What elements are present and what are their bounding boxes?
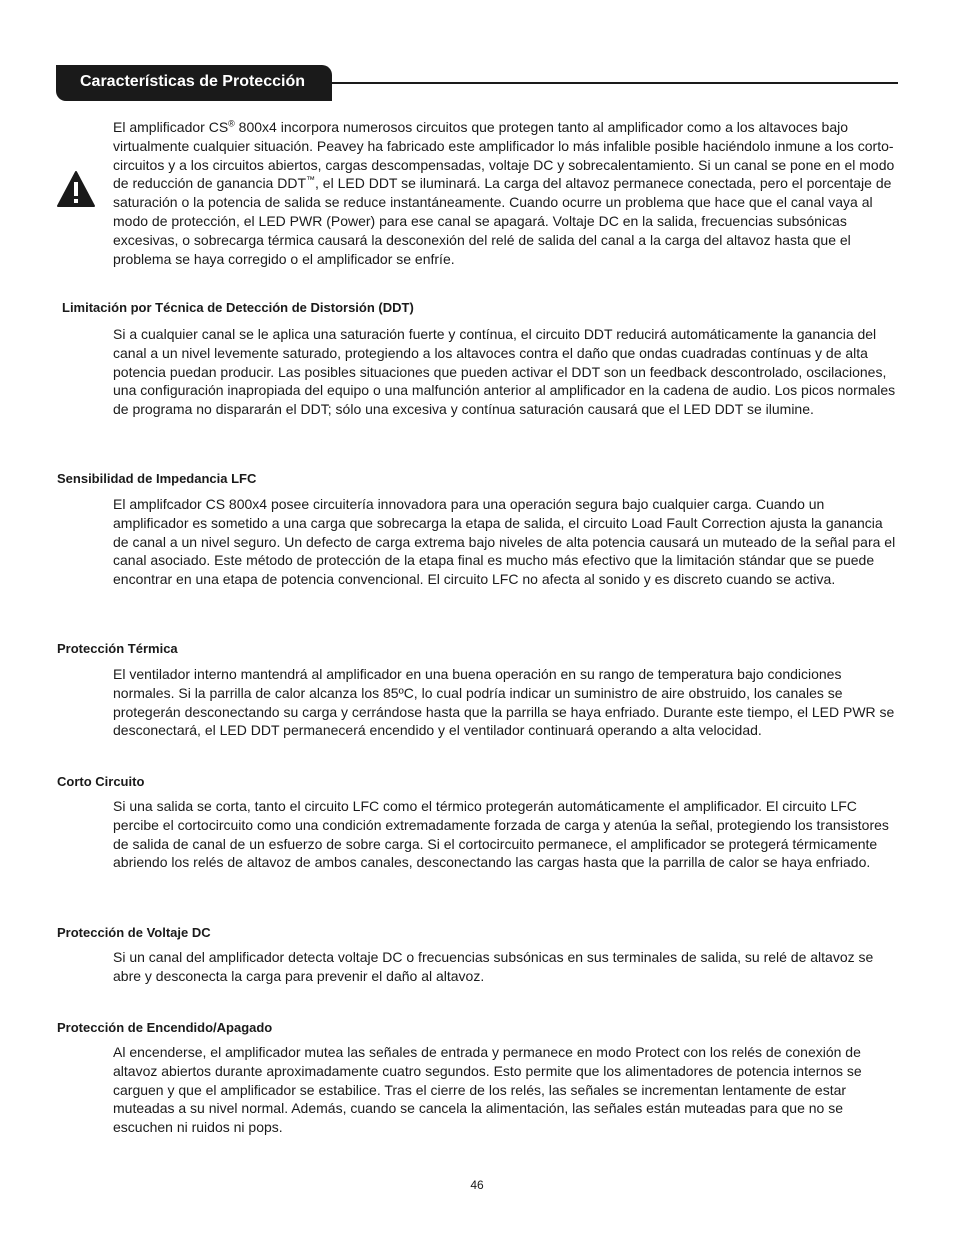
section-title: Características de Protección <box>80 73 305 90</box>
heading-power-on-off: Protección de Encendido/Apagado <box>57 1020 273 1035</box>
trademark-mark: ™ <box>306 174 316 185</box>
paragraph-short-circuit: Si una salida se corta, tanto el circuito LFC como el térmico protegerán automáticamente el amplificador. El circuito LFC percibe el cortocircuito como una condición extremadamente forzada de carga y atenúa la señal, protegiendo los transistores de salida de canal de un esfuerzo de sobre carga. Si el cortocircuito permanece, el amplificador se protegerá térmicamente abriendo los relés de altavoz de ambos canales, desconectando las cargas hasta que la parrilla de calor se haya enfriado. <box>113 798 889 871</box>
heading-dc-protection: Protección de Voltaje DC <box>57 925 211 940</box>
paragraph-lfc: El amplifcador CS 800x4 posee circuitería innovadora para una operación segura bajo cualquier carga. Cuando un amplificador es sometido a una carga que sobrecarga la etapa de salida, el circuito Load Fault Correction ajusta la ganancia de canal a un nivel seguro. Un defecto de carga extrema bajo niveles de alta potencia causará un muteado de la señal para el canal asociado. Este método de protección de la etapa final es mucho más efectivo que la limitación stándar que se puede encontrar en una etapa de potencia convencional. El circuito LFC no afecta al sonido y es discreto cuando se activa. <box>113 496 896 588</box>
paragraph-thermal: El ventilador interno mantendrá al amplificador en una buena operación en su rango de temperatura bajo condiciones normales. Si la parrilla de calor alcanza los 85ºC, lo cual podría indicar un suministro de aire obstruido, los canales se protegerán desconectando su carga y cerrándose hasta que la parrilla se haya enfriado. Durante este tiempo, el LED PWR se desconectará, el LED DDT permanecerá encendido y el ventilador continuará operando a alta velocidad. <box>113 666 895 739</box>
intro-text-a: El amplificador CS <box>113 119 229 135</box>
heading-lfc: Sensibilidad de Impedancia LFC <box>57 471 257 486</box>
heading-short-circuit: Corto Circuito <box>57 774 145 789</box>
intro-paragraph <box>113 118 897 268</box>
intro-text-b: 800x4 incorpora numerosos circuitos que protegen tanto al amplificador como a los altavoces bajo virtualmente cualquier situación. Peavey ha fabricado este amplificador lo más infalible posible haciéndolo inmune a los corto-circuitos y a los circuitos abiertos, cargas descompensadas, voltaje DC y sobrecalentamiento. Si un canal se pone en el modo de reducción de ganancia DDT <box>113 119 895 192</box>
heading-thermal: Protección Térmica <box>57 641 178 656</box>
header-rule <box>332 82 898 84</box>
intro-text-c: , el LED DDT se iluminará. La carga del altavoz permanece conectada, pero el porcentaje de saturación o la potencia de salida se reduce instantáneamente. Cuando ocurre un problema que hace que el canal vaya al modo de protección, el LED PWR (Power) para ese canal se apagará. Voltaje DC en la salida, frecuencias subsónicas excesivas, o sobrecarga térmica causará la desconexión del relé de salida del canal a la carga del altavoz hasta que el problema se haya corregido o el amplificador se enfríe. <box>113 175 892 267</box>
warning-triangle-icon <box>56 170 96 208</box>
paragraph-dc-protection: Si un canal del amplificador detecta voltaje DC o frecuencias subsónicas en sus terminales de salida, su relé de altavoz se abre y desconecta la carga para prevenir el daño al altavoz. <box>113 949 874 984</box>
registered-mark: ® <box>228 118 235 129</box>
page-number: 46 <box>470 1178 484 1192</box>
paragraph-power-on-off: Al encenderse, el amplificador mutea las señales de entrada y permanece en modo Protect con los relés de conexión de altavoz abiertos durante aproximadamente cuatro segundos. Esto permite que los alimentadores de potencia internos se carguen y que el amplificador se estabilice. Tras el cierre de los relés, las señales se incrementan lentamente de estar muteadas a su nivel normal. Además, cuando se cancela la alimentación, las señales están muteadas para que no se escuchen ni ruidos ni pops. <box>113 1044 862 1136</box>
section-title-banner <box>56 65 332 101</box>
paragraph-ddt: Si a cualquier canal se le aplica una saturación fuerte y contínua, el circuito DDT reducirá automáticamente la ganancia del canal a un nivel levemente saturado, protegiendo a los altavoces contra el daño que ondas cuadradas contínuas y de alta potencia puedan producir. Las posibles situaciones que pueden activar el DDT son un feedback descontrolado, oscilaciones, una configuración inapropiada del equipo o una malfunción anterior al amplificador en la cadena de audio. Los picos normales de programa no dispararán el DDT; sólo una excesiva y contínua saturación causará que el LED DDT se ilumine. <box>113 326 896 418</box>
heading-ddt: Limitación por Técnica de Detección de Distorsión (DDT) <box>62 300 414 315</box>
